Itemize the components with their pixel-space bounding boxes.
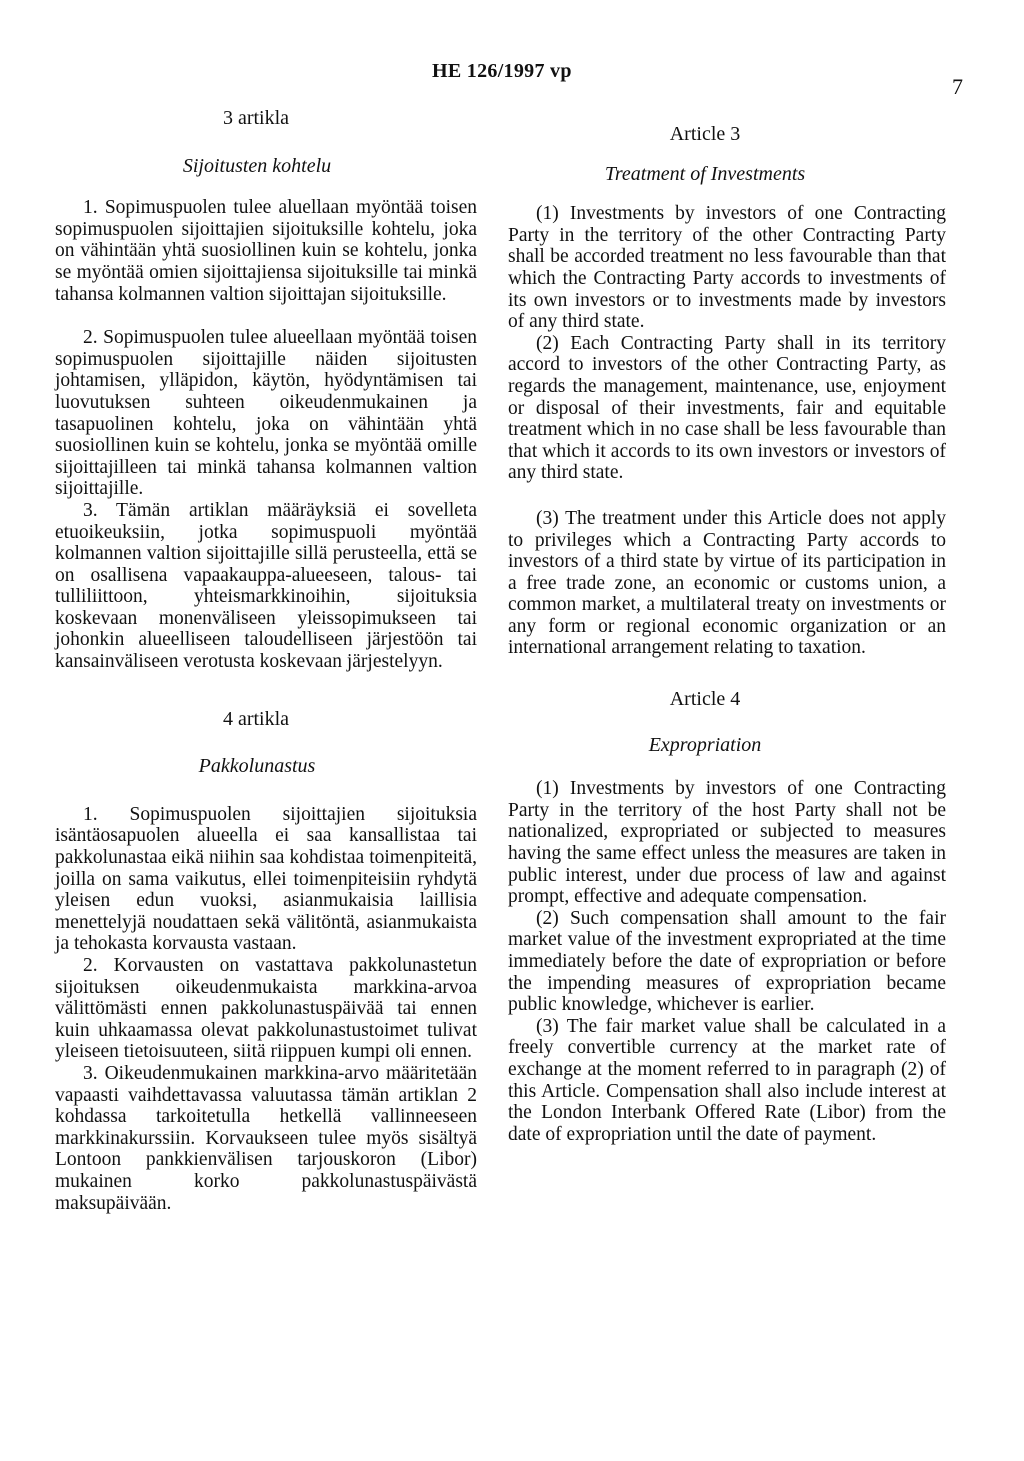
fi-article-4-heading: 4 artikla [222, 707, 290, 730]
fi-article-4-paragraph-1: 1. Sopimuspuolen sijoittajien sijoituksia isäntäosapuolen alueella ei saa kansallistaa tai pakkolunastaa eikä niihin saa kohdistaa toimenpiteitä, joilla on sama vaikutus, ellei toimenpiteisiin ryhdytä yleisen edun vuoksi, asianmukaisia laillisia menettelyjä noudattaen sekä välitöntä, asianmukaista ja tehokasta korvausta vastaan. [55, 803, 477, 955]
en-article-3-paragraph-3: (3) The treatment under this Article does not apply to privileges which a Contracting Party accords to investors of a third state by virtue of its participation in a free trade zone, an economic or customs union, a common market, a multilateral treaty on investments or any form or regional economic organization or an international arrangement relating to taxation. [508, 507, 946, 659]
en-article-3-paragraph-1: (1) Investments by investors of one Contracting Party in the territory of the other Contracting Party shall be accorded treatment no less favourable than that which the Contracting Party accords to investments of its own investors or to investments made by investors of any third state. [508, 203, 946, 333]
en-article-4-paragraph-1: (1) Investments by investors of one Contracting Party in the territory of the host Party shall not be nationalized, expropriated or subjected to measures having the same effect unless the measures are taken in public interest, under due process of law and against prompt, effective and adequate compensation. [508, 778, 946, 908]
fi-article-3-heading: 3 artikla [222, 107, 290, 129]
en-article-3-title: Treatment of Investments [604, 162, 806, 185]
fi-article-4-title: Pakkolunastus [198, 755, 316, 778]
fi-article-3-title: Sijoitusten kohtelu [182, 154, 332, 177]
fi-article-3-paragraph-2: 2. Sopimuspuolen tulee alueellaan myöntää toisen sopimuspuolen sijoittajille näiden sijoitusten johtamisen, ylläpidon, käytön, hyödyntämisen tai luovutuksen suhteen oikeudenmukainen ja tasapuolinen kohtelu, joka on vähintään yhtä suosiollinen kuin se kohtelu, jonka se myöntää omille sijoittajilleen tai minkä tahansa kolmannen valtion sijoittajille. [55, 327, 477, 500]
fi-article-4-paragraph-3: 3. Oikeudenmukainen markkina-arvo määritetään vapaasti vaihdettavassa valuutassa tämän artiklan 2 kohdassa tarkoitetulla hetkellä vallinneeseen markkinakurssiin. Korvaukseen tulee myös sisältyä Lontoon pankkienvälisen tarjouskoron (Libor) mukainen korko pakkolunastuspäivästä maksupäivään. [55, 1062, 477, 1214]
finnish-column [55, 108, 477, 1214]
fi-article-4-paragraph-2: 2. Korvausten on vastattava pakkolunastetun sijoituksen oikeudenmukaista markkina-arvoa välittömästi ennen pakkolunastuspäivää tai ennen kuin uhkaamassa olevat pakkolunastustoimet tulivat yleiseen tietoisuuteen, siitä riippuen kumpi oli ennen. [55, 955, 477, 1063]
fi-article-3-paragraph-3: 3. Tämän artiklan määräyksiä ei sovelleta etuoikeuksiin, jotka sopimuspuoli myöntää kolmannen valtion sijoittajille sillä perusteella, että se on osallisena vapaakauppa-alueeseen, talous- tai tulliliittoon, yhteismarkkinoihin, sijoituksia koskevaan monenväliseen yleissopimukseen tai johonkin alueelliseen taloudelliseen järjestöön tai kansainväliseen verotusta koskevaan järjestelyyn. [55, 499, 477, 673]
fi-article-4 [55, 709, 477, 1214]
en-article-3 [508, 124, 946, 659]
fi-article-3-paragraph-1: 1. Sopimuspuolen tulee aluellaan myöntää toisen sopimuspuolen sijoittajien sijoituksille kohtelu, joka on vähintään yhtä suosiollinen kuin se kohtelu, jonka se myöntää omien sijoittajiensa sijoituksille tai minkä tahansa kolmannen valtion sijoittajan sijoituksille. [55, 197, 477, 305]
en-article-3-heading: Article 3 [669, 123, 741, 145]
en-article-4-paragraph-2: (2) Such compensation shall amount to the fair market value of the investment expropriated at the time immediately before the date of expropriation or before the impending measures of expropriation became public knowledge, whichever is earlier. [508, 907, 946, 1016]
en-article-3-paragraph-2: (2) Each Contracting Party shall in its territory accord to investors of the other Contracting Party, as regards the management, maintenance, use, enjoyment or disposal of their investments, fair and equitable treatment which in no case shall be less favourable than that which it accords to its own investors or investors of any third state. [508, 332, 946, 484]
en-article-4-heading: Article 4 [669, 688, 741, 711]
fi-article-3 [55, 108, 477, 673]
document-id: HE 126/1997 vp [432, 60, 572, 82]
running-header [0, 60, 1024, 99]
en-article-4-title: Expropriation [648, 733, 762, 756]
page-number: 7 [952, 74, 963, 99]
english-column [508, 108, 946, 1145]
en-article-4 [508, 689, 946, 1145]
en-article-4-paragraph-3: (3) The fair market value shall be calculated in a freely convertible currency at the market rate of exchange at the moment referred to in paragraph (2) of this Article. Compensation shall also include interest at the London Interbank Offered Rate (Libor) from the date of expropriation until the date of payment. [508, 1015, 946, 1145]
